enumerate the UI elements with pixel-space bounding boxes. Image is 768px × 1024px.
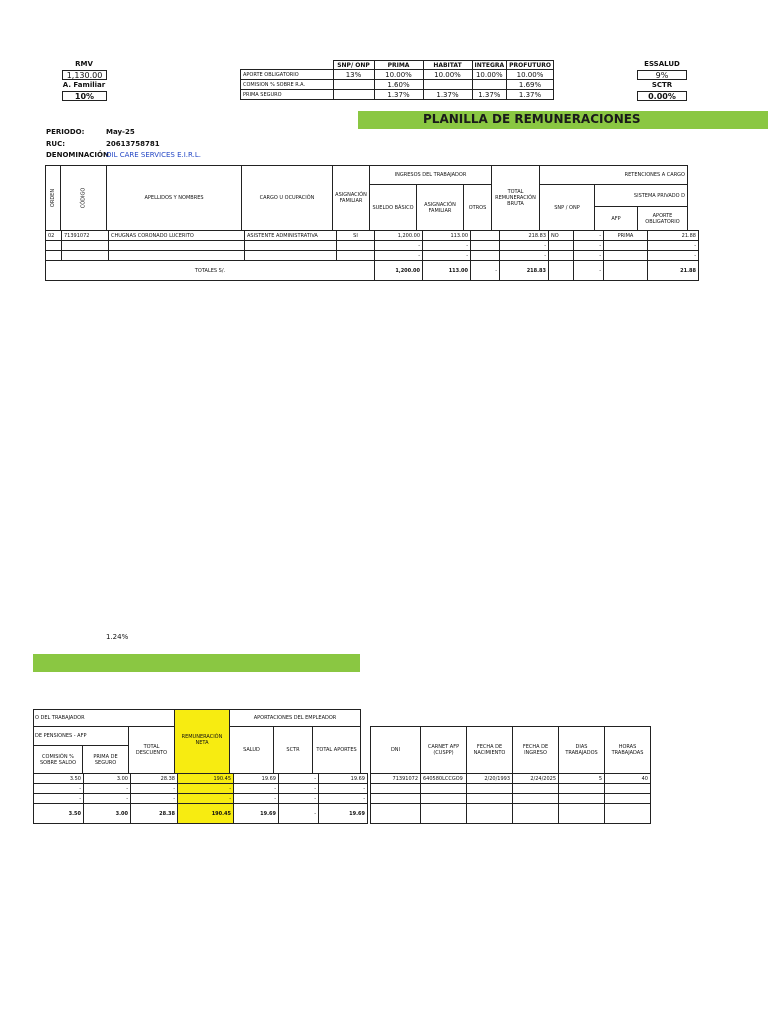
cell-dash: -	[84, 784, 131, 794]
cell-dash: -	[500, 241, 549, 251]
tot-sctr: -	[279, 804, 319, 824]
rates-cell	[472, 80, 507, 90]
cell-dash: -	[234, 784, 279, 794]
rates-header: INTEGRA	[472, 61, 507, 70]
cell-dash: -	[34, 794, 84, 804]
header-dias: DIAS TRABAJADOS	[559, 727, 605, 774]
rates-row	[241, 80, 554, 90]
cell-sctr: -	[279, 774, 319, 784]
rates-cell: 1.37%	[472, 90, 507, 100]
cell-snp2: -	[574, 231, 604, 241]
rates-cell: 1.37%	[423, 90, 472, 100]
cell-dash: -	[234, 794, 279, 804]
totales-label: TOTALES S/.	[46, 261, 375, 281]
cell-dash: -	[500, 251, 549, 261]
header-trabajador: O DEL TRABAJADOR	[33, 709, 175, 727]
cell-dash: -	[131, 794, 178, 804]
rates-row-label: APORTE OBLIGATORIO	[241, 70, 334, 80]
denominacion-value: OIL CARE SERVICES E.I.R.L.	[106, 151, 201, 159]
tot-comision: 3.50	[34, 804, 84, 824]
table-row	[34, 784, 368, 794]
cell-totaport: 19.69	[319, 774, 368, 784]
header-total-descuento: TOTAL DESCUENTO	[128, 726, 175, 774]
cell-nacimiento: 2/20/1993	[467, 774, 513, 784]
header-otros: OTROS	[463, 184, 492, 231]
cell-sueldo: 1,200.00	[375, 231, 423, 241]
tot-total: 218.83	[500, 261, 549, 281]
cell-afp: PRIMA	[604, 231, 648, 241]
rates-table	[240, 60, 554, 100]
header-row	[371, 727, 651, 774]
rmv-label: RMV	[75, 60, 93, 68]
afam-label: A. Familiar	[62, 81, 106, 89]
tot-totaport: 19.69	[319, 804, 368, 824]
percent-note: 1.24%	[106, 633, 129, 641]
header-prima: PRIMA DE SEGURO	[82, 745, 129, 774]
rates-cell	[333, 90, 374, 100]
cell-dash: -	[648, 251, 699, 261]
header-salud: SALUD	[229, 726, 274, 774]
cell-dash: -	[84, 794, 131, 804]
rates-header: HABITAT	[423, 61, 472, 70]
header-retenciones: RETENCIONES A CARGO	[539, 165, 688, 185]
header-neta: REMUNERACIÓN NETA	[174, 709, 230, 774]
header-aporte: APORTE OBLIGATORIO	[637, 206, 688, 231]
cell-neta: 190.45	[178, 774, 234, 784]
periodo-label: PERIODO:	[46, 128, 85, 136]
header-snp: SNP / ONP	[539, 184, 595, 231]
table-row	[46, 231, 699, 241]
tot-sueldo: 1,200.00	[375, 261, 423, 281]
cell-dash: -	[423, 241, 471, 251]
tot-asigfam: 113.00	[423, 261, 471, 281]
header-total-aportes: TOTAL APORTES	[312, 726, 361, 774]
ruc-value: 20613758781	[106, 140, 160, 148]
cell-dash: -	[375, 251, 423, 261]
cell-dash: -	[574, 251, 604, 261]
header-nacimiento: FECHA DE NACIMIENTO	[467, 727, 513, 774]
totals-row	[34, 804, 368, 824]
rates-header: PRIMA	[374, 61, 423, 70]
cell-dash: -	[131, 784, 178, 794]
header-codigo-label: CÓDIGO	[80, 187, 87, 209]
rates-cell: 1.60%	[374, 80, 423, 90]
cell-dash: -	[279, 794, 319, 804]
rates-cell: 1.37%	[507, 90, 554, 100]
cell-dash: -	[34, 784, 84, 794]
header-carnet: CARNET AFP (CUSPP)	[421, 727, 467, 774]
header-orden-label: ORDEN	[50, 188, 57, 208]
cell-comision: 3.50	[34, 774, 84, 784]
cell-dash: -	[178, 784, 234, 794]
cell-carnet: 640580LCCGO9	[421, 774, 467, 784]
cell-dash: -	[178, 794, 234, 804]
cell-dash: -	[279, 784, 319, 794]
rates-row	[241, 90, 554, 100]
rates-row-label: PRIMA SEGURO	[241, 90, 334, 100]
cell-dash: -	[319, 784, 368, 794]
rates-cell: 10.00%	[423, 70, 472, 80]
table-row	[34, 774, 368, 784]
cell-dias: 5	[559, 774, 605, 784]
tot-totdesc: 28.38	[131, 804, 178, 824]
cell-prima: 3.00	[84, 774, 131, 784]
cell-dash: -	[648, 241, 699, 251]
header-sctr: SCTR	[273, 726, 313, 774]
rmv-value: 1,130.00	[62, 70, 107, 80]
rates-cell: 13%	[333, 70, 374, 80]
header-ingreso: FECHA DE INGRESO	[513, 727, 559, 774]
rates-cell	[333, 80, 374, 90]
rates-cell: 1.37%	[374, 90, 423, 100]
cell-aporte: 21.88	[648, 231, 699, 241]
cell-ingreso: 2/24/2025	[513, 774, 559, 784]
periodo-value: May-25	[106, 128, 135, 136]
rates-header: PROFUTURO	[507, 61, 554, 70]
rates-cell: 1.69%	[507, 80, 554, 90]
main-rows	[45, 230, 699, 281]
rates-row	[241, 70, 554, 80]
essalud-value: 9%	[637, 70, 687, 80]
cell-cargo: ASISTENTE ADMINISTRATIVA	[245, 231, 337, 241]
cell-totdesc: 28.38	[131, 774, 178, 784]
rates-cell: 10.00%	[472, 70, 507, 80]
rates-cell: 10.00%	[374, 70, 423, 80]
header-sueldo: SUELDO BÁSICO	[369, 184, 417, 231]
table-row	[371, 774, 651, 784]
header-cargo: CARGO U OCUPACIÓN	[241, 165, 333, 231]
sctr-value: 0.00%	[637, 91, 687, 101]
rates-header: SNP/ ONP	[333, 61, 374, 70]
header-sistema: SISTEMA PRIVADO D	[594, 184, 688, 207]
cell-snp: NO	[549, 231, 574, 241]
cell-asigfam: 113.00	[423, 231, 471, 241]
table-row	[46, 251, 699, 261]
green-bar	[33, 654, 360, 672]
rates-cell	[423, 80, 472, 90]
header-pensiones: DE PENSIONES - AFP	[33, 726, 129, 746]
tot-otros: -	[471, 261, 500, 281]
tot-aporte: 21.88	[648, 261, 699, 281]
header-comision: COMISIÓN % SOBRE SALDO	[33, 745, 83, 774]
header-dni: DNI	[371, 727, 421, 774]
essalud-label: ESSALUD	[644, 60, 680, 68]
table-row	[46, 241, 699, 251]
header-total: TOTAL REMUNERACIÓN BRUTA	[491, 165, 540, 231]
header-orden	[45, 165, 61, 231]
cell-total: 218.83	[500, 231, 549, 241]
header-aportaciones: APORTACIONES DEL EMPLEADOR	[229, 709, 361, 727]
cell-dash: -	[319, 794, 368, 804]
cell-dash: -	[375, 241, 423, 251]
ruc-label: RUC:	[46, 140, 66, 148]
tot-salud: 19.69	[234, 804, 279, 824]
header-codigo	[60, 165, 107, 231]
denominacion-label: DENOMINACIÓN	[46, 151, 109, 159]
header-ingresos: INGRESOS DEL TRABAJADOR	[369, 165, 492, 185]
afam-value: 10%	[62, 91, 107, 101]
cell-dni: 71391072	[371, 774, 421, 784]
cell-horas: 40	[605, 774, 651, 784]
cell-nombre: CHUGNAS CORONADO LUCERITO	[109, 231, 245, 241]
header-afp: AFP	[594, 206, 638, 231]
tot-neta: 190.45	[178, 804, 234, 824]
cell-asig: SI	[337, 231, 375, 241]
cell-otros	[471, 231, 500, 241]
header-nombres: APELLIDOS Y NOMBRES	[106, 165, 242, 231]
rates-cell: 10.00%	[507, 70, 554, 80]
sctr-label: SCTR	[651, 81, 673, 89]
page-title: PLANILLA DE REMUNERACIONES	[423, 112, 641, 126]
table-row	[34, 794, 368, 804]
totals-row	[46, 261, 699, 281]
deductions-rows	[33, 773, 368, 824]
header-asigfam: ASIGNACIÓN FAMILIAR	[416, 184, 464, 231]
header-asignacion: ASIGNACIÓN FAMILIAR	[332, 165, 370, 231]
cell-dash: -	[423, 251, 471, 261]
employee-details-table	[370, 726, 651, 824]
cell-orden: 02	[46, 231, 62, 241]
tot-prima: 3.00	[84, 804, 131, 824]
header-horas: HORAS TRABAJADAS	[605, 727, 651, 774]
cell-dash: -	[574, 241, 604, 251]
tot-snp: -	[574, 261, 604, 281]
rates-row-label: COMISION % SOBRE R.A.	[241, 80, 334, 90]
cell-salud: 19.69	[234, 774, 279, 784]
cell-codigo: 71391072	[62, 231, 109, 241]
